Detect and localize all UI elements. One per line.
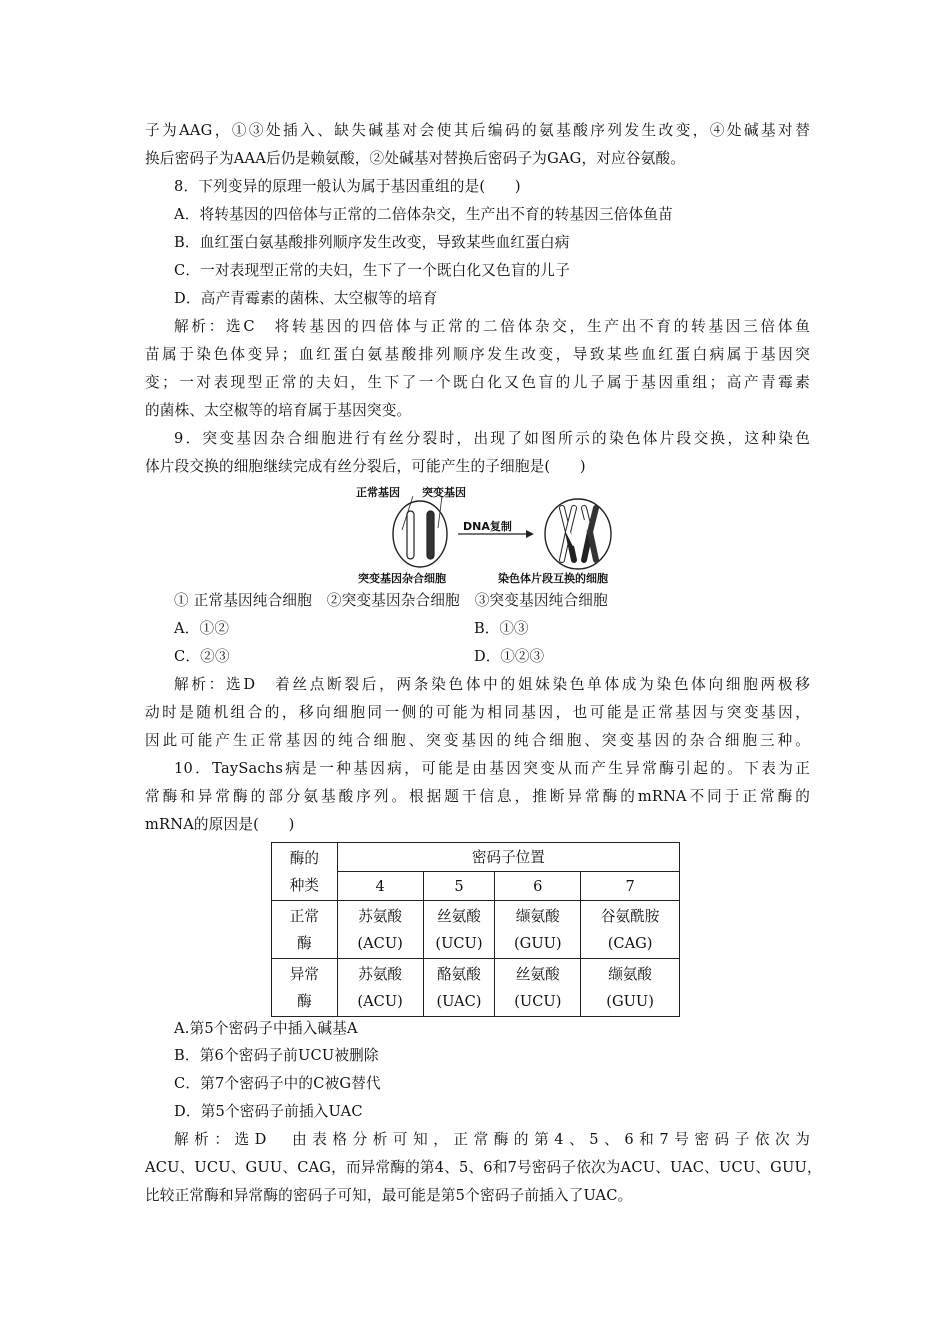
position-5: 5 bbox=[423, 872, 495, 901]
table-row bbox=[272, 901, 680, 959]
option-c: C．第7个密码子中的C被G替代 bbox=[174, 1075, 381, 1092]
row-header-normal-enzyme: 正常 酶 bbox=[272, 901, 338, 959]
option-c: C．一对表现型正常的夫妇，生下了一个既白化又色盲的儿子 bbox=[174, 262, 571, 279]
intro-line: 换后密码子为AAA后仍是赖氨酸，②处碱基对替换后密码子为GAG，对应谷氨酸。 bbox=[145, 150, 686, 167]
exchanged-chromosome-pair-left bbox=[562, 508, 574, 560]
cell-outline bbox=[393, 501, 447, 567]
question-10-stem: 常酶和异常酶的部分氨基酸序列。根据题干信息，推断异常酶的mRNA不同于正常酶的 bbox=[145, 788, 810, 805]
analysis-line: 比较正常酶和异常酶的密码子可知，最可能是第5个密码子前插入了UAC。 bbox=[145, 1187, 633, 1204]
table-cell: 苏氨酸 (ACU) bbox=[337, 901, 423, 959]
table-corner-header: 酶的 种类 bbox=[272, 843, 338, 901]
analysis-line: 苗属于染色体变异；血红蛋白氨基酸排列顺序发生改变，导致某些血红蛋白病属于基因突 bbox=[145, 346, 810, 363]
label-pointer bbox=[438, 496, 442, 528]
table-row bbox=[272, 959, 680, 1017]
caption-exchanged-cell: 染色体片段互换的细胞 bbox=[498, 572, 608, 585]
option-d: D．①②③ bbox=[474, 648, 545, 665]
table-cell: 缬氨酸 (GUU) bbox=[495, 901, 581, 959]
option-a: A．将转基因的四倍体与正常的二倍体杂交，生产出不育的转基因三倍体鱼苗 bbox=[174, 206, 673, 223]
table-cell: 丝氨酸 (UCU) bbox=[495, 959, 581, 1017]
analysis-line: 解析：选D 着丝点断裂后，两条染色体中的姐妹染色单体成为染色体向细胞两极移 bbox=[174, 676, 810, 693]
question-9-stem: 9．突变基因杂合细胞进行有丝分裂时，出现了如图所示的染色体片段交换，这种染色 bbox=[174, 430, 810, 447]
table-cell: 苏氨酸 (ACU) bbox=[337, 959, 423, 1017]
exchanged-chromosome-pair-right bbox=[584, 508, 596, 560]
row-header-abnormal-enzyme: 异常 酶 bbox=[272, 959, 338, 1017]
intro-line: 子为AAG，①③处插入、缺失碱基对会使其后编码的氨基酸序列发生改变，④处碱基对替 bbox=[145, 122, 810, 139]
label-normal-gene: 正常基因 bbox=[356, 486, 400, 499]
question-8-stem: 8．下列变异的原理一般认为属于基因重组的是( ) bbox=[174, 178, 521, 195]
question-10-stem: mRNA的原因是( ) bbox=[145, 816, 295, 833]
question-10-stem: 10．TaySachs病是一种基因病，可能是由基因突变从而产生异常酶引起的。下表为正 bbox=[174, 760, 810, 777]
analysis-line: 解析：选D 由表格分析可知，正常酶的第4、5、6和7号密码子依次为 bbox=[174, 1131, 810, 1148]
label-mutant-gene: 突变基因 bbox=[422, 486, 466, 499]
analysis-line: 动时是随机组合的，移向细胞同一侧的可能为相同基因，也可能是正常基因与突变基因， bbox=[145, 704, 810, 721]
position-6: 6 bbox=[495, 872, 581, 901]
analysis-line: 的菌株、太空椒等的培育属于基因突变。 bbox=[145, 402, 412, 419]
caption-heterozygous-cell: 突变基因杂合细胞 bbox=[358, 572, 446, 585]
option-d: D．第5个密码子前插入UAC bbox=[174, 1103, 363, 1120]
analysis-line: 解析：选C 将转基因的四倍体与正常的二倍体杂交，生产出不育的转基因三倍体鱼 bbox=[174, 318, 810, 335]
analysis-line: 因此可能产生正常基因的纯合细胞、突变基因的纯合细胞、突变基因的杂合细胞三种。 bbox=[145, 732, 810, 749]
option-b: B．第6个密码子前UCU被删除 bbox=[174, 1047, 379, 1064]
option-b: B．①③ bbox=[474, 620, 529, 637]
label-dna-replication: DNA复制 bbox=[463, 520, 512, 533]
chromosome-exchange-figure bbox=[350, 484, 640, 584]
arrow-head-icon bbox=[526, 530, 534, 538]
question-9-choices: ① 正常基因纯合细胞 ②突变基因杂合细胞 ③突变基因纯合细胞 bbox=[174, 592, 608, 609]
enzyme-codon-table bbox=[271, 842, 680, 1017]
question-9-stem: 体片段交换的细胞继续完成有丝分裂后，可能产生的子细胞是( ) bbox=[145, 458, 586, 475]
normal-chromosome bbox=[407, 511, 414, 559]
codon-position-header: 密码子位置 bbox=[337, 843, 679, 872]
table-cell: 酪氨酸 (UAC) bbox=[423, 959, 495, 1017]
option-a: A.第5个密码子中插入碱基A bbox=[174, 1020, 358, 1037]
option-d: D．高产青霉素的菌株、太空椒等的培育 bbox=[174, 290, 438, 307]
cell-outline bbox=[545, 499, 611, 569]
analysis-line: 变；一对表现型正常的夫妇，生下了一个既白化又色盲的儿子属于基因重组；高产青霉素 bbox=[145, 374, 810, 391]
option-a: A．①② bbox=[174, 620, 230, 637]
mutant-chromosome bbox=[427, 511, 434, 559]
table-cell: 缬氨酸 (GUU) bbox=[581, 959, 680, 1017]
table-cell: 谷氨酰胺 (CAG) bbox=[581, 901, 680, 959]
table-cell: 丝氨酸 (UCU) bbox=[423, 901, 495, 959]
option-c: C．②③ bbox=[174, 648, 230, 665]
position-4: 4 bbox=[337, 872, 423, 901]
position-7: 7 bbox=[581, 872, 680, 901]
analysis-line: ACU、UCU、GUU、CAG，而异常酶的第4、5、6和7号密码子依次为ACU、UAC、UCU、GUU， bbox=[145, 1159, 822, 1176]
option-b: B．血红蛋白氨基酸排列顺序发生改变，导致某些血红蛋白病 bbox=[174, 234, 570, 251]
